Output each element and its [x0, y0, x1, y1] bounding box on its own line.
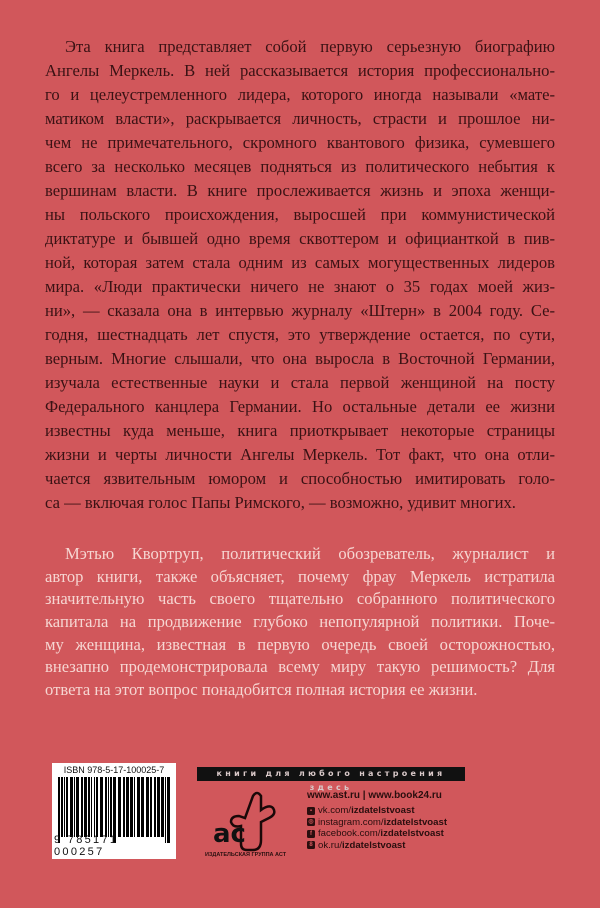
- text-line: всего за несколько месяцев подняться из политического небытия к: [45, 157, 555, 176]
- social-link-text: [318, 840, 405, 852]
- barcode-bar: [130, 777, 133, 837]
- isbn-label: ISBN 978-5-17-100025-7: [63, 765, 165, 775]
- publisher-slogan: книги для любого настроения здесь: [197, 767, 465, 781]
- social-link-handle: izdatelstvoast: [342, 839, 406, 851]
- barcode-bar: [126, 777, 129, 837]
- ast-logo: [205, 790, 295, 865]
- svg-text:ac: ac: [213, 819, 246, 849]
- barcode-bar: [150, 777, 152, 837]
- social-link[interactable]: [307, 840, 447, 852]
- description-paragraph-2: [45, 543, 555, 702]
- text-line: са — включая голос Папы Римского, — возможно, удивит многих.: [45, 493, 516, 512]
- text-line: чается язвительным юмором и способностью имитировать голо-: [45, 469, 555, 488]
- text-line: чем не примечательного, скромного квантового физика, сумевшего: [45, 133, 555, 152]
- text-line: известны куда меньше, книга приоткрывает некоторые страницы: [45, 421, 555, 440]
- barcode-bar: [96, 777, 98, 837]
- text-line: автор книги, также объясняет, почему фрау Меркель истратила: [45, 566, 555, 586]
- text-line: мира. «Люди практически ничего не знают о 35 годах моей жиз-: [45, 277, 555, 296]
- text-line: жизни и черты личности Ангелы Меркель. Тот факт, что она отли-: [45, 445, 555, 464]
- social-link[interactable]: [307, 828, 447, 840]
- barcode-bar: [146, 777, 149, 837]
- website-links[interactable]: www.ast.ru | www.book24.ru: [307, 790, 442, 801]
- text-line: значительную часть своего тщательно собранного политического: [45, 589, 555, 609]
- barcode-bar: [91, 777, 92, 837]
- text-line: Федерального канцлера Германии. Но остальные детали ее жизни: [45, 397, 555, 416]
- social-link-handle: izdatelstvoast: [351, 805, 415, 816]
- barcode-bar: [64, 777, 65, 837]
- barcode-number: 9 785171 000257: [54, 834, 119, 858]
- social-link-text: [318, 805, 415, 817]
- instagram-icon: ◎: [308, 819, 314, 826]
- barcode-bar: [61, 777, 63, 837]
- social-link[interactable]: [307, 805, 447, 817]
- social-link-text: [318, 817, 447, 829]
- text-line: диктатуре и бывшей одно время сквоттером и официанткой в пив-: [45, 229, 555, 248]
- text-line: ной, которая затем стала одним из самых могущественных лидеров: [45, 253, 555, 272]
- barcode-bar: [105, 777, 107, 837]
- barcode-bar: [123, 777, 125, 837]
- barcode-bar: [76, 777, 79, 837]
- publisher-links: [307, 790, 447, 851]
- social-link-text: [318, 828, 444, 840]
- social-link-prefix: vk.com/: [318, 805, 352, 816]
- text-line: му женщина, известная в первую очередь своей осторожностью,: [45, 634, 555, 654]
- social-link-prefix: facebook.com/: [318, 828, 381, 839]
- barcode-bar: [94, 777, 95, 837]
- facebook-icon: f: [307, 830, 315, 838]
- text-line: капитала на продвижение глубоко непопулярной политики. Поче-: [45, 612, 555, 632]
- barcode-bar: [137, 777, 140, 837]
- barcode-bar: [108, 777, 109, 837]
- barcode-bar: [88, 777, 90, 837]
- text-line: верным. Многие слышали, что она выросла в Восточной Германии,: [45, 349, 555, 368]
- barcode-bar: [70, 777, 73, 837]
- text-line: ответа на этот вопрос понадобится полная история ее жизни.: [45, 680, 478, 700]
- text-line: матиком власти», раскрывается личность, страсти и прошлое ни-: [45, 109, 555, 128]
- text-line: ни», — сказала она в интервью журналу «Штерн» в 2004 году. Се-: [45, 301, 555, 320]
- ast-logo-icon: [205, 790, 295, 852]
- barcode-bar: [100, 777, 103, 837]
- text-line: Мэтью Квортруп, политический обозреватель, журналист и: [65, 544, 555, 563]
- text-line: изучала естественные науки и стала первой женщиной на посту: [45, 373, 555, 392]
- text-line: ны польского происхождения, выросшей при коммунистической: [45, 205, 555, 224]
- barcode-bar: [110, 777, 112, 837]
- barcode-bar: [154, 777, 156, 837]
- barcode-bar: [66, 777, 68, 837]
- text-line: вершинам власти. В книге прослеживается жизнь и эпоха женщи-: [45, 181, 555, 200]
- social-link-prefix: instagram.com/: [318, 816, 384, 828]
- barcode-bar: [161, 777, 164, 837]
- isbn-barcode: [52, 763, 176, 859]
- barcode-bar: [84, 777, 87, 837]
- social-link-handle: izdatelstvoast: [383, 816, 448, 828]
- vk-icon: ▪: [307, 807, 315, 815]
- barcode-bar: [81, 777, 83, 837]
- barcode-bar: [157, 777, 160, 837]
- text-line: внезапно продемонстрировала всему миру такую решимость? Для: [45, 657, 555, 677]
- barcode-bar: [74, 777, 75, 837]
- social-link-prefix: ok.ru/: [318, 839, 342, 851]
- text-line: Эта книга представляет собой первую серьезную биографию: [65, 37, 555, 56]
- text-line: Ангелы Меркель. В ней рассказывается история профессионально-: [45, 61, 555, 80]
- publisher-caption: ИЗДАТЕЛЬСКАЯ ГРУППА АСТ: [205, 852, 287, 858]
- text-line: го и целеустремленного лидера, которого иногда называли «мате-: [45, 85, 555, 104]
- social-link-handle: izdatelstvoast: [380, 828, 444, 839]
- barcode-bar: [141, 777, 144, 837]
- social-link[interactable]: [307, 817, 447, 829]
- barcode-bar: [134, 777, 135, 837]
- description-paragraph-1: [45, 35, 555, 515]
- barcode-bar: [118, 777, 121, 837]
- ok-icon: 8: [307, 841, 315, 849]
- text-line: годня, шестнадцать лет спустя, это утверждение остается, по сути,: [45, 325, 555, 344]
